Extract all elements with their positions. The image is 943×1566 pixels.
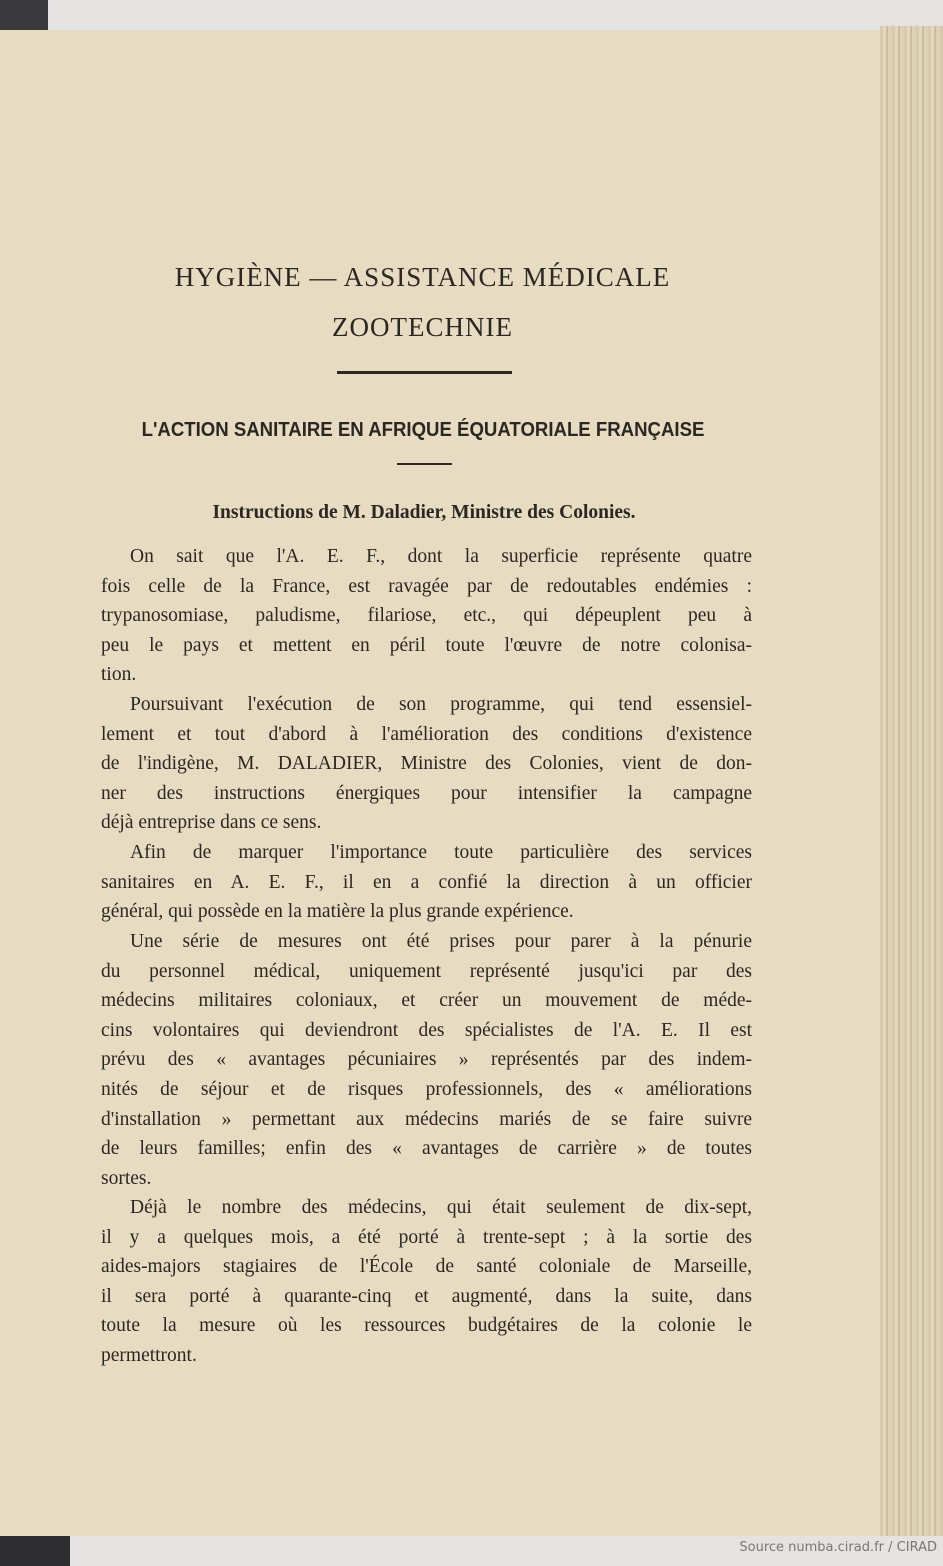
article-title: L'ACTION SANITAIRE EN AFRIQUE ÉQUATORIALE FRANÇAISE [141, 419, 705, 441]
section-heading-2: ZOOTECHNIE [332, 312, 513, 342]
page-stack-edges [880, 26, 943, 1536]
title-rule [397, 463, 452, 465]
text-line: tion. [101, 664, 137, 686]
text-line: il sera porté à quarante-cinq et augmenté, dans la suite, dans [101, 1285, 752, 1307]
text-line: général, qui possède en la matière la plus grande expérience. [101, 901, 574, 923]
text-line: il y a quelques mois, a été porté à trente-sept ; à la sortie des [101, 1226, 752, 1248]
text-line: prévu des « avantages pécuniaires » représentés par des indem- [101, 1049, 752, 1071]
text-line: peu le pays et mettent en péril toute l'œuvre de notre colonisa- [101, 634, 752, 656]
text-line: permettront. [101, 1345, 197, 1366]
text-line: ner des instructions énergiques pour intensifier la campagne [101, 782, 752, 804]
text-line: fois celle de la France, est ravagée par de redoutables endémies : [101, 575, 752, 597]
text-line: de leurs familles; enfin des « avantages de carrière » de toutes [101, 1138, 752, 1160]
text-line: d'installation » permettant aux médecins mariés de se faire suivre [101, 1108, 752, 1130]
text-line: de l'indigène, M. DALADIER, Ministre des Colonies, vient de don- [101, 753, 752, 775]
text-line: médecins militaires coloniaux, et créer un mouvement de méde- [101, 990, 752, 1012]
text-line: trypanosomiase, paludisme, filariose, etc., qui dépeuplent peu à [101, 605, 752, 627]
heading-rule [337, 371, 512, 374]
text-line: On sait que l'A. E. F., dont la superficie représente quatre [130, 546, 752, 567]
text-line: sortes. [101, 1167, 152, 1189]
text-line: Déjà le nombre des médecins, qui était seulement de dix-sept, [130, 1197, 752, 1218]
text-line: Une série de mesures ont été prises pour parer à la pénurie [130, 931, 752, 952]
scanner-edge-bottom [0, 1536, 70, 1566]
text-line: toute la mesure où les ressources budgétaires de la colonie le [101, 1315, 752, 1337]
text-line: nités de séjour et de risques professionnels, des « améliorations [101, 1079, 752, 1100]
text-line: cins volontaires qui deviendront des spécialistes de l'A. E. Il est [101, 1019, 752, 1041]
text-line: Afin de marquer l'importance toute particulière des services [130, 842, 752, 863]
text-line: Poursuivant l'exécution de son programme, qui tend essensiel- [130, 694, 752, 715]
source-credit: Source numba.cirad.fr / CIRAD [739, 1540, 937, 1555]
text-line: aides-majors stagiaires de l'École de santé coloniale de Marseille, [101, 1256, 752, 1278]
text-line: sanitaires en A. E. F., il en a confié la direction à un officier [101, 871, 752, 893]
scanner-edge [0, 0, 48, 32]
text-line: déjà entreprise dans ce sens. [101, 812, 322, 834]
section-heading: HYGIÈNE — ASSISTANCE MÉDICALE [174, 262, 671, 292]
text-line: lement et tout d'abord à l'amélioration des conditions d'existence [101, 723, 752, 745]
article-subtitle: Instructions de M. Daladier, Ministre des Colonies. [212, 502, 636, 523]
text-line: du personnel médical, uniquement représenté jusqu'ici par des [101, 960, 752, 982]
